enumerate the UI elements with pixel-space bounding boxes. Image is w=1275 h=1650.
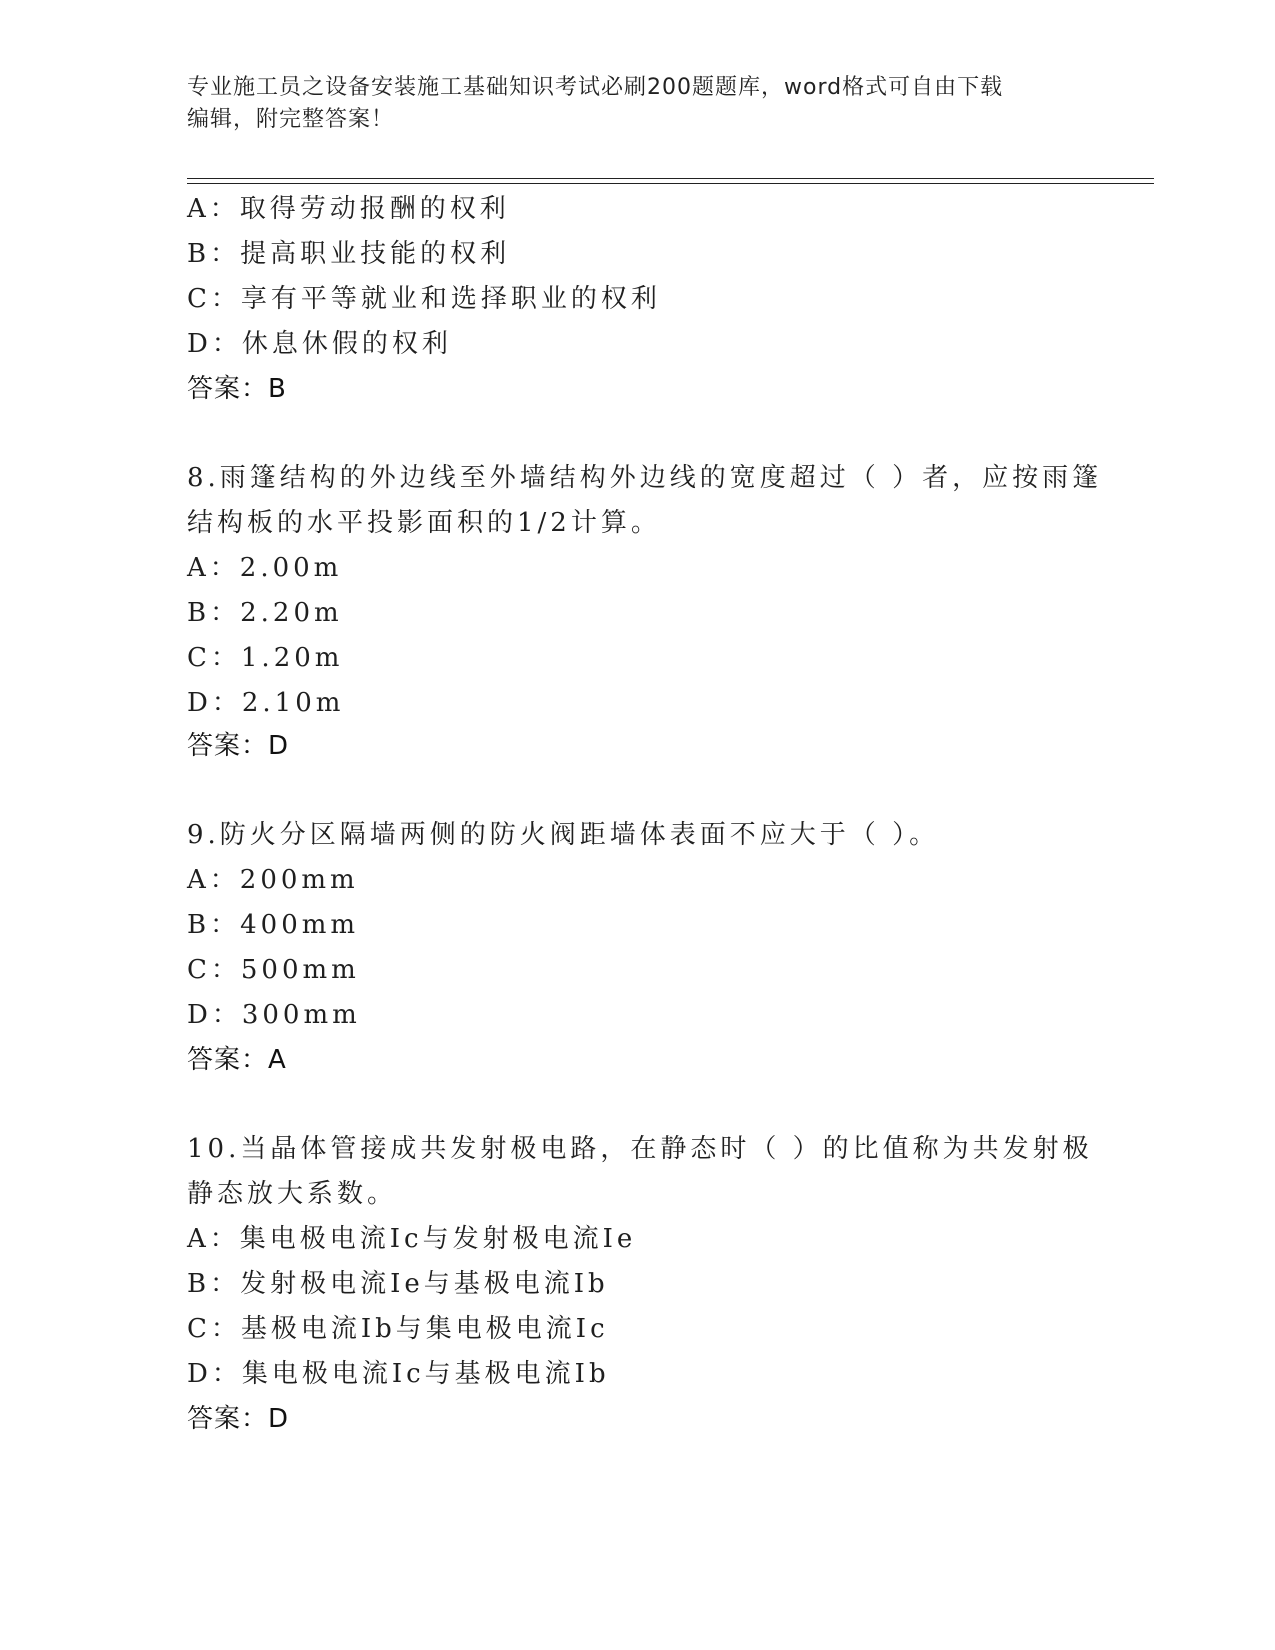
- option-d: D：休息休假的权利: [187, 329, 452, 359]
- option-c: C：500mm: [187, 955, 360, 985]
- option-d: D：集电极电流Ic与基极电流Ib: [187, 1359, 610, 1389]
- answer: 答案：D: [187, 1404, 290, 1434]
- header-divider-top: [187, 178, 1154, 179]
- option-a: A：取得劳动报酬的权利: [187, 194, 510, 224]
- answer: 答案：B: [187, 374, 287, 404]
- option-c: C：享有平等就业和选择职业的权利: [187, 284, 661, 314]
- option-d: D：2.10m: [187, 688, 345, 718]
- document-header: [187, 72, 1087, 136]
- option-c: C：基极电流Ib与集电极电流Ic: [187, 1314, 609, 1344]
- option-a: A：集电极电流Ic与发射极电流Ie: [187, 1224, 637, 1254]
- question-stem-line-1: 8.雨篷结构的外边线至外墙结构外边线的宽度超过（ ）者，应按雨篷: [187, 463, 1103, 493]
- option-d: D：300mm: [187, 1000, 361, 1030]
- option-b: B：2.20m: [187, 598, 343, 628]
- header-divider-bottom: [187, 183, 1154, 184]
- header-line-2: 编辑，附完整答案！: [187, 107, 395, 132]
- option-b: B：400mm: [187, 910, 360, 940]
- option-a: A：200mm: [187, 865, 359, 895]
- question-stem-line-2: 静态放大系数。: [187, 1179, 398, 1209]
- header-line-1: 专业施工员之设备安装施工基础知识考试必刷200题题库，word格式可自由下载: [187, 75, 1004, 100]
- question-stem-line-2: 结构板的水平投影面积的1/2计算。: [187, 508, 661, 538]
- option-b: B：发射极电流Ie与基极电流Ib: [187, 1269, 609, 1299]
- option-a: A：2.00m: [187, 553, 343, 583]
- option-c: C：1.20m: [187, 643, 344, 673]
- option-b: B：提高职业技能的权利: [187, 239, 511, 269]
- answer: 答案：D: [187, 731, 290, 761]
- question-stem-line-1: 10.当晶体管接成共发射极电路，在静态时（ ）的比值称为共发射极: [187, 1134, 1093, 1164]
- answer: 答案：A: [187, 1045, 287, 1075]
- question-stem-line-1: 9.防火分区隔墙两侧的防火阀距墙体表面不应大于（ ）。: [187, 820, 940, 850]
